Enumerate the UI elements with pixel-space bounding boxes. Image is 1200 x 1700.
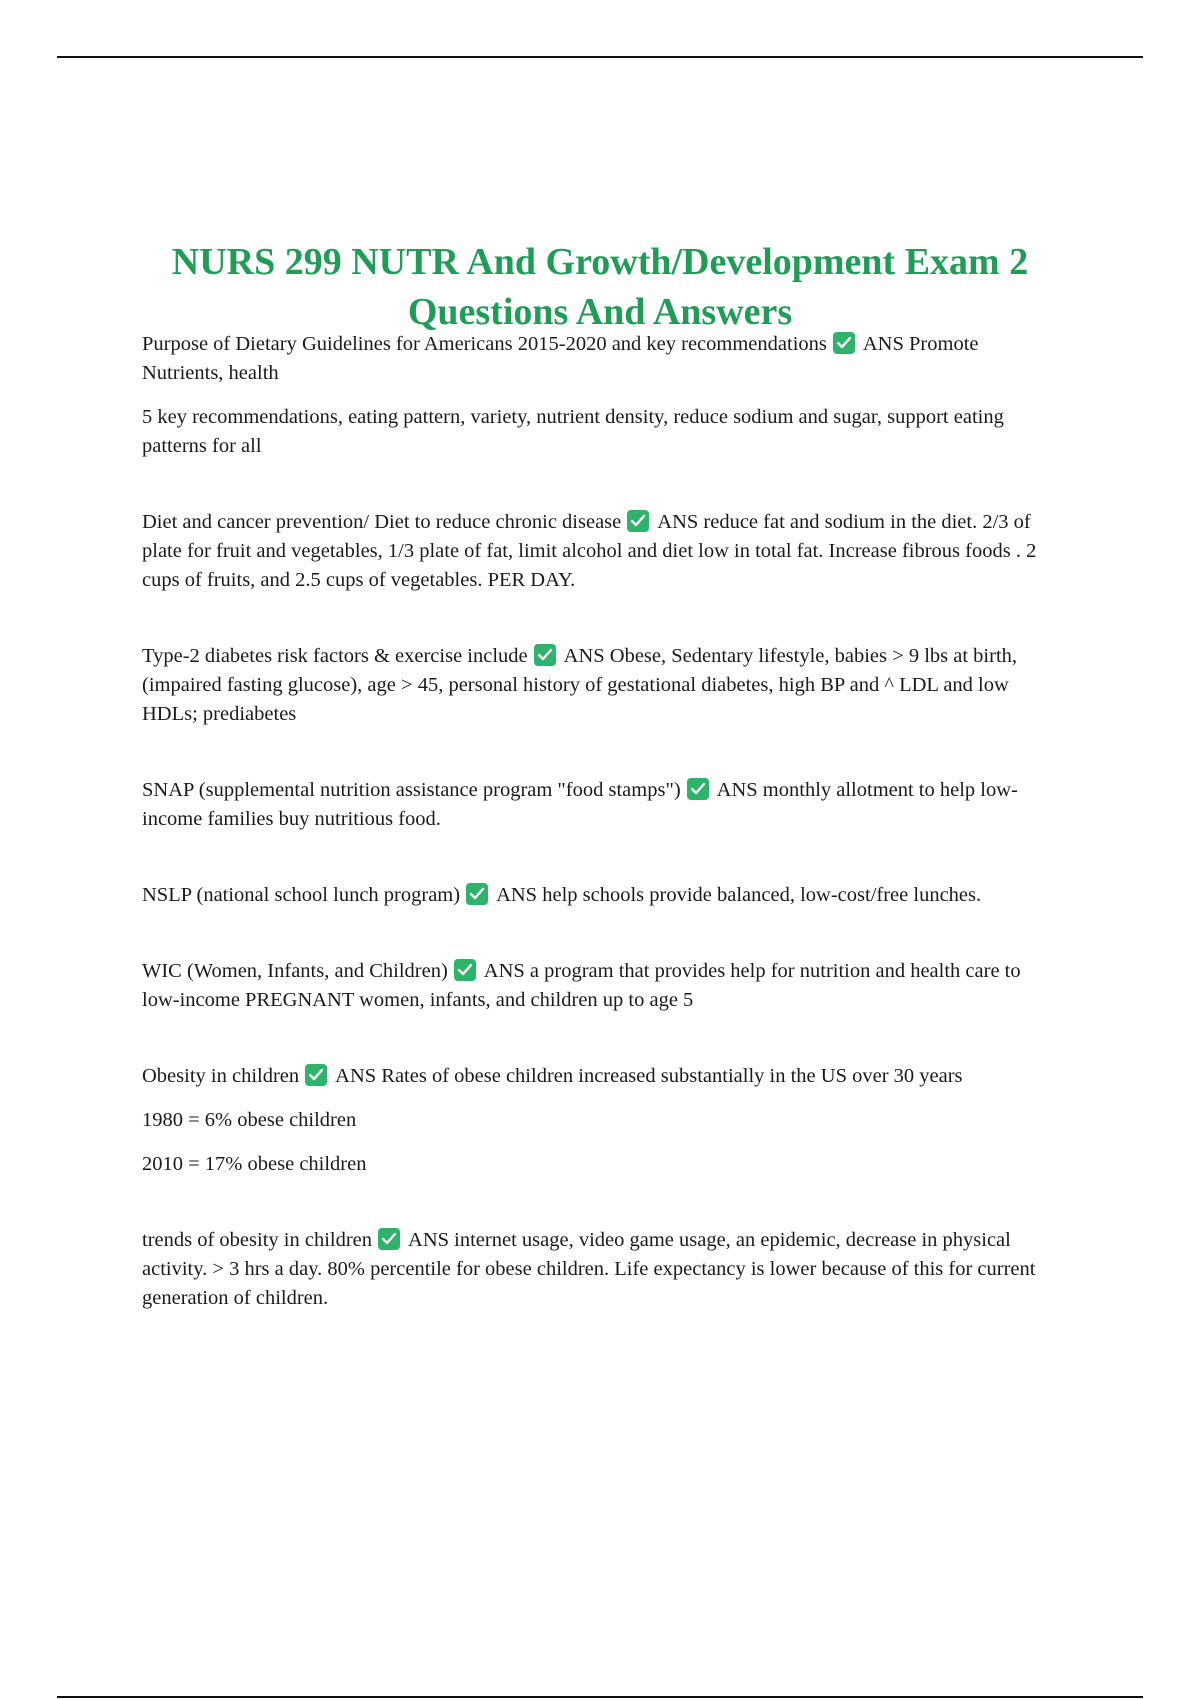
qa-paragraph xyxy=(142,642,1062,729)
qa-item xyxy=(142,330,1062,461)
answer-text: Promote Nutrients, health xyxy=(142,333,979,384)
question-text: Type-2 diabetes risk factors & exercise include xyxy=(142,645,528,667)
top-rule xyxy=(57,56,1143,58)
answer-text: Rates of obese children increased substantially in the US over 30 years xyxy=(381,1065,963,1087)
question-text: Obesity in children xyxy=(142,1065,300,1087)
qa-paragraph xyxy=(142,330,1062,388)
answer-marker: ANS xyxy=(483,960,525,982)
checkmark-icon xyxy=(466,883,488,905)
qa-item xyxy=(142,776,1062,834)
qa-item xyxy=(142,1062,1062,1179)
qa-item xyxy=(142,1226,1062,1313)
answer-text: help schools provide balanced, low-cost/free lunches. xyxy=(542,884,982,906)
qa-item xyxy=(142,508,1062,595)
qa-paragraph xyxy=(142,1226,1062,1313)
bottom-rule xyxy=(57,1696,1143,1698)
answer-marker: ANS xyxy=(716,779,758,801)
answer-marker: ANS xyxy=(496,884,538,906)
question-text: SNAP (supplemental nutrition assistance program "food stamps") xyxy=(142,779,681,801)
checkmark-icon xyxy=(687,778,709,800)
answer-marker: ANS xyxy=(862,333,904,355)
answer-text: a program that provides help for nutrition and health care to low-income PREGNANT women, infants, and children up to age 5 xyxy=(142,960,1021,1011)
answer-extra-line: 2010 = 17% obese children xyxy=(142,1153,367,1175)
checkmark-icon xyxy=(627,510,649,532)
qa-item xyxy=(142,881,1062,910)
checkmark-icon xyxy=(378,1228,400,1250)
question-text: Purpose of Dietary Guidelines for Americans 2015-2020 and key recommendations xyxy=(142,333,827,355)
qa-item xyxy=(142,957,1062,1015)
qa-paragraph xyxy=(142,776,1062,834)
answer-marker: ANS xyxy=(657,511,699,533)
answer-text: reduce fat and sodium in the diet. 2/3 of plate for fruit and vegetables, 1/3 plate of fat, limit alcohol and diet low in total fat. Increase fibrous foods . 2 cups of fruits, and 2.5 cups of vegetables. PER DAY. xyxy=(142,511,1037,591)
question-text: WIC (Women, Infants, and Children) xyxy=(142,960,448,982)
answer-marker: ANS xyxy=(563,645,605,667)
qa-paragraph xyxy=(142,957,1062,1015)
question-text: trends of obesity in children xyxy=(142,1229,373,1251)
answer-marker: ANS xyxy=(335,1065,377,1087)
question-text: Diet and cancer prevention/ Diet to reduce chronic disease xyxy=(142,511,622,533)
qa-paragraph xyxy=(142,508,1062,595)
answer-marker: ANS xyxy=(408,1229,450,1251)
answer-text: monthly allotment to help low-income families buy nutritious food. xyxy=(142,779,1018,830)
answer-extra-line: 1980 = 6% obese children xyxy=(142,1109,357,1131)
checkmark-icon xyxy=(305,1064,327,1086)
answer-text: Obese, Sedentary lifestyle, babies > 9 lbs at birth, (impaired fasting glucose), age > 45, personal history of gestational diabetes, high BP and ^ LDL and low HDLs; prediabetes xyxy=(142,645,1018,725)
question-text: NSLP (national school lunch program) xyxy=(142,884,461,906)
checkmark-icon xyxy=(454,959,476,981)
answer-text: internet usage, video game usage, an epidemic, decrease in physical activity. > 3 hrs a day. 80% percentile for obese children. Life expectancy is lower because of this for current generation of children. xyxy=(142,1229,1036,1309)
qa-list xyxy=(142,330,1062,1328)
qa-item xyxy=(142,642,1062,729)
checkmark-icon xyxy=(534,644,556,666)
checkmark-icon xyxy=(833,332,855,354)
qa-paragraph xyxy=(142,1062,1062,1091)
answer-extra-line: 5 key recommendations, eating pattern, variety, nutrient density, reduce sodium and sugar, support eating patterns for all xyxy=(142,406,1004,457)
document-title: NURS 299 NUTR And Growth/Development Exam 2 Questions And Answers xyxy=(171,241,1029,334)
qa-paragraph xyxy=(142,881,1062,910)
